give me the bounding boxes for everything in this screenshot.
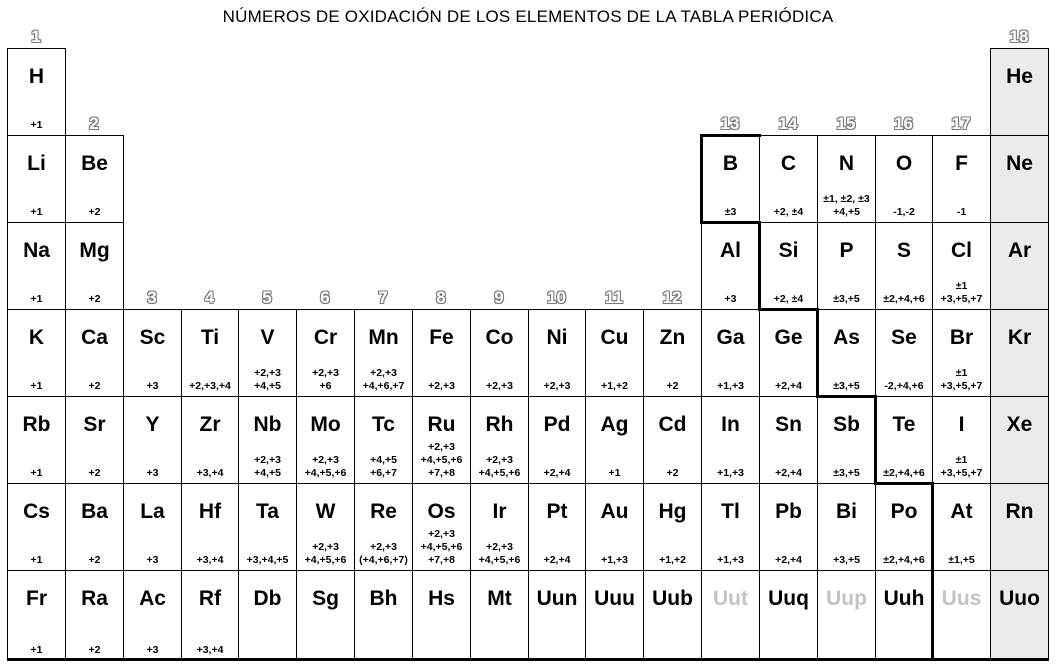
group-label-3: 3 — [147, 288, 157, 307]
element-symbol: Uun — [536, 587, 578, 610]
oxidation-states: +1 — [30, 380, 43, 392]
element-symbol: I — [958, 413, 965, 436]
element-symbol: Nb — [253, 413, 282, 436]
element-symbol: Rf — [198, 587, 222, 610]
oxidation-states: +1 — [30, 644, 43, 656]
oxidation-states: +4,+5 +6,+7 — [370, 454, 397, 479]
oxidation-states: +3,+5 — [833, 554, 860, 566]
element-symbol: Mg — [79, 239, 110, 262]
oxidation-states: ±1 +3,+5,+7 — [940, 367, 983, 392]
oxidation-states: +2 — [88, 380, 101, 392]
group-label-12: 12 — [662, 288, 682, 307]
element-symbol: Uuh — [883, 587, 925, 610]
element-cell-Be — [65, 135, 124, 223]
oxidation-states: -1 — [956, 206, 967, 218]
element-cell-Ni — [528, 309, 586, 397]
element-symbol: Se — [891, 326, 917, 349]
element-cell-He — [990, 48, 1049, 136]
element-cell-Hs — [412, 570, 471, 661]
oxidation-states: +2,+3 +4,+5,+6 — [478, 541, 521, 566]
oxidation-states: +1 — [30, 554, 43, 566]
element-cell-Fr — [7, 570, 66, 661]
element-cell-Hf — [181, 483, 239, 571]
element-cell-Na — [7, 222, 66, 310]
element-cell-Si — [759, 222, 818, 310]
element-symbol: Al — [720, 239, 741, 262]
oxidation-states: +2,+3 +4,+5,+6 — [304, 454, 347, 479]
element-cell-Cl — [932, 222, 991, 310]
oxidation-states: +3 — [146, 554, 159, 566]
group-label-10: 10 — [547, 288, 566, 307]
oxidation-states: -2,+4,+6 — [884, 380, 924, 392]
staircase-line-segment — [758, 308, 819, 311]
element-symbol: F — [955, 152, 968, 175]
element-symbol: Ge — [774, 326, 803, 349]
element-symbol: H — [28, 65, 45, 88]
oxidation-states: ±2,+4,+6 — [883, 467, 925, 479]
element-cell-Uun — [528, 570, 586, 661]
element-cell-F — [932, 135, 991, 223]
element-symbol: Uub — [652, 587, 693, 610]
element-symbol: Zn — [659, 326, 686, 349]
element-symbol: Si — [778, 239, 799, 262]
element-cell-Ta — [238, 483, 297, 571]
oxidation-states: +2,+3 +4,+5,+6 — [478, 454, 521, 479]
oxidation-states: +3 — [146, 644, 159, 656]
group-label-13: 13 — [720, 114, 740, 133]
element-cell-Sc — [123, 309, 182, 397]
element-cell-Al — [701, 222, 760, 310]
oxidation-states: +3 — [724, 293, 737, 305]
element-symbol: Sr — [83, 413, 106, 436]
element-cell-Tc — [354, 396, 413, 484]
element-cell-Ba — [65, 483, 124, 571]
group-label-2: 2 — [89, 114, 99, 133]
element-symbol: Be — [81, 152, 108, 175]
staircase-line-segment — [874, 395, 877, 484]
oxidation-states: ±1 +3,+5,+7 — [940, 280, 983, 305]
oxidation-states: +2 — [88, 467, 101, 479]
oxidation-states: +1 — [30, 467, 43, 479]
element-cell-Bi — [817, 483, 876, 571]
element-cell-Uub — [643, 570, 702, 661]
oxidation-states: +1,+3 — [717, 380, 744, 392]
element-cell-B — [701, 135, 760, 223]
element-symbol: Uut — [713, 587, 748, 610]
element-cell-Rn — [990, 483, 1049, 571]
element-symbol: Os — [427, 500, 456, 523]
element-cell-H — [7, 48, 66, 136]
element-symbol: Cr — [313, 326, 338, 349]
group-label-11: 11 — [605, 288, 623, 307]
element-cell-Ag — [585, 396, 644, 484]
element-symbol: Ir — [492, 500, 507, 523]
element-symbol: Fr — [26, 587, 47, 610]
element-cell-Uus — [932, 570, 991, 661]
oxidation-states: +1 — [30, 119, 43, 131]
element-cell-Ra — [65, 570, 124, 661]
element-symbol: Mn — [368, 326, 399, 349]
element-symbol: Cd — [658, 413, 687, 436]
element-symbol: Rh — [485, 413, 514, 436]
oxidation-states: ±1 +3,+5,+7 — [940, 454, 983, 479]
element-symbol: Sg — [312, 587, 339, 610]
oxidation-states: +2,+3 — [486, 380, 513, 392]
oxidation-states: ±2,+4,+6 — [883, 554, 925, 566]
group-label-8: 8 — [436, 288, 446, 307]
oxidation-states: ±3,+5 — [833, 380, 860, 392]
element-cell-Ne — [990, 135, 1049, 223]
element-cell-Rb — [7, 396, 66, 484]
element-cell-Uuh — [875, 570, 933, 661]
element-cell-Cu — [585, 309, 644, 397]
element-cell-As — [817, 309, 876, 397]
element-cell-Mg — [65, 222, 124, 310]
oxidation-states: +2,+3 +4,+5 — [254, 367, 281, 392]
element-cell-Li — [7, 135, 66, 223]
element-cell-Db — [238, 570, 297, 661]
oxidation-states: +3,+4,+5 — [246, 554, 289, 566]
oxidation-states: +1,+3 — [601, 554, 628, 566]
oxidation-states: +2,+3 +4,+6,+7 — [362, 367, 405, 392]
element-cell-Ru — [412, 396, 471, 484]
oxidation-states: +2,+4 — [543, 467, 571, 479]
element-cell-Mn — [354, 309, 413, 397]
element-cell-Uut — [701, 570, 760, 661]
element-symbol: Tl — [721, 500, 740, 523]
oxidation-states: +2, ±4 — [773, 206, 804, 218]
element-symbol: Ga — [716, 326, 745, 349]
oxidation-states: +2 — [88, 554, 101, 566]
element-cell-Os — [412, 483, 471, 571]
element-symbol: W — [315, 500, 336, 523]
element-cell-Sg — [296, 570, 355, 661]
element-cell-W — [296, 483, 355, 571]
element-symbol: At — [950, 500, 973, 523]
oxidation-states: +3,+4 — [196, 554, 224, 566]
element-symbol: In — [721, 413, 740, 436]
staircase-line-segment — [700, 134, 703, 223]
element-cell-Tl — [701, 483, 760, 571]
element-cell-Pb — [759, 483, 818, 571]
element-cell-Cd — [643, 396, 702, 484]
element-cell-Pd — [528, 396, 586, 484]
element-cell-Cs — [7, 483, 66, 571]
element-symbol: Au — [600, 500, 629, 523]
element-cell-Cr — [296, 309, 355, 397]
element-cell-Uuu — [585, 570, 644, 661]
oxidation-states: ±3,+5 — [833, 293, 860, 305]
element-symbol: C — [780, 152, 797, 175]
element-cell-At — [932, 483, 991, 571]
element-cell-V — [238, 309, 297, 397]
group-label-17: 17 — [951, 114, 971, 133]
element-symbol: Bi — [836, 500, 857, 523]
element-symbol: N — [838, 152, 855, 175]
element-symbol: P — [839, 239, 854, 262]
element-symbol: Ar — [1007, 239, 1032, 262]
element-symbol: Sn — [775, 413, 802, 436]
element-symbol: Y — [145, 413, 160, 436]
element-symbol: Uup — [826, 587, 867, 610]
element-symbol: Hg — [658, 500, 687, 523]
oxidation-states: -1,-2 — [893, 206, 915, 218]
element-symbol: Ag — [600, 413, 629, 436]
element-symbol: Na — [23, 239, 50, 262]
element-cell-Sn — [759, 396, 818, 484]
element-symbol: Ca — [81, 326, 108, 349]
element-symbol: Sc — [139, 326, 166, 349]
oxidation-states: +2,+4 — [775, 467, 802, 479]
element-symbol: Uuo — [999, 587, 1040, 610]
element-cell-Uuq — [759, 570, 818, 661]
oxidation-states: +2, ±4 — [773, 293, 804, 305]
oxidation-states: +2,+3 +4,+5,+6 +7,+8 — [420, 441, 463, 479]
staircase-line-segment — [816, 395, 877, 398]
group-label-4: 4 — [204, 288, 215, 307]
element-symbol: Ne — [1006, 152, 1033, 175]
oxidation-states: +1,+2 — [601, 380, 628, 392]
element-symbol: Rn — [1005, 500, 1034, 523]
oxidation-states: +1 — [30, 206, 43, 218]
element-symbol: Cs — [23, 500, 50, 523]
element-cell-Uuo — [990, 570, 1049, 661]
element-cell-Ca — [65, 309, 124, 397]
element-symbol: Fe — [429, 326, 454, 349]
element-cell-Co — [470, 309, 529, 397]
element-cell-Fe — [412, 309, 471, 397]
element-symbol: Db — [253, 587, 282, 610]
element-symbol: Rb — [22, 413, 51, 436]
element-symbol: Sb — [833, 413, 860, 436]
element-cell-K — [7, 309, 66, 397]
element-cell-Sr — [65, 396, 124, 484]
element-cell-Hg — [643, 483, 702, 571]
element-cell-Ac — [123, 570, 182, 661]
oxidation-states: +2,+3 (+4,+6,+7) — [359, 541, 408, 566]
oxidation-states: +2 — [88, 644, 101, 656]
element-cell-Se — [875, 309, 933, 397]
oxidation-states: +3,+4 — [196, 644, 224, 656]
element-symbol: Pt — [546, 500, 568, 523]
element-symbol: La — [140, 500, 165, 523]
oxidation-states: +3,+4 — [196, 467, 224, 479]
element-symbol: Co — [485, 326, 514, 349]
element-symbol: Mo — [310, 413, 341, 436]
element-symbol: Zr — [199, 413, 221, 436]
group-label-6: 6 — [320, 288, 330, 307]
element-cell-Nb — [238, 396, 297, 484]
oxidation-states: +2 — [666, 380, 679, 392]
oxidation-states: +2,+3 +4,+5 — [254, 454, 281, 479]
element-symbol: Ac — [139, 587, 166, 610]
oxidation-states: +2,+3 +4,+5,+6 — [304, 541, 347, 566]
element-cell-Br — [932, 309, 991, 397]
oxidation-states: ±1, ±2, ±3 +4,+5 — [823, 193, 870, 218]
oxidation-states: +2,+4 — [775, 554, 802, 566]
element-cell-Po — [875, 483, 933, 571]
oxidation-states: +2,+3 +4,+5,+6 +7,+8 — [420, 528, 463, 566]
element-cell-Re — [354, 483, 413, 571]
element-symbol: V — [260, 326, 275, 349]
element-symbol: Ti — [200, 326, 220, 349]
oxidation-states: ±3 — [724, 206, 737, 218]
oxidation-states: +1 — [30, 293, 43, 305]
element-symbol: Ru — [427, 413, 456, 436]
oxidation-states: ±1,+5 — [948, 554, 975, 566]
element-symbol: As — [833, 326, 860, 349]
group-label-7: 7 — [378, 288, 388, 307]
element-cell-Sb — [817, 396, 876, 484]
oxidation-states: +2,+3 +6 — [312, 367, 339, 392]
element-symbol: Uuu — [594, 587, 635, 610]
element-symbol: O — [895, 152, 913, 175]
element-cell-Ti — [181, 309, 239, 397]
element-cell-Rh — [470, 396, 529, 484]
element-symbol: Po — [890, 500, 918, 523]
oxidation-states: ±2,+4,+6 — [883, 293, 925, 305]
oxidation-states: +2,+4 — [775, 380, 802, 392]
oxidation-states: +2 — [666, 467, 679, 479]
element-cell-In — [701, 396, 760, 484]
group-label-14: 14 — [778, 114, 798, 133]
element-cell-Ar — [990, 222, 1049, 310]
oxidation-states: +1,+3 — [717, 554, 744, 566]
staircase-line-segment — [874, 482, 934, 485]
oxidation-states: +1 — [608, 467, 621, 479]
element-symbol: Xe — [1006, 413, 1033, 436]
element-cell-Zr — [181, 396, 239, 484]
table-bottom-border — [7, 658, 1049, 661]
element-cell-O — [875, 135, 933, 223]
element-symbol: Cu — [600, 326, 629, 349]
element-cell-I — [932, 396, 991, 484]
page-title: NÚMEROS DE OXIDACIÓN DE LOS ELEMENTOS DE LA TABLA PERIÓDICA — [222, 7, 834, 26]
element-symbol: Ba — [81, 500, 108, 523]
oxidation-states: +1,+2 — [659, 554, 686, 566]
element-symbol: Pb — [775, 500, 802, 523]
staircase-line-segment — [816, 308, 819, 397]
element-cell-Te — [875, 396, 933, 484]
group-label-18: 18 — [1009, 27, 1029, 46]
staircase-line-segment — [758, 221, 761, 310]
element-cell-Y — [123, 396, 182, 484]
element-symbol: B — [722, 152, 739, 175]
element-symbol: Pd — [543, 413, 571, 436]
element-cell-Kr — [990, 309, 1049, 397]
staircase-line-segment — [931, 482, 934, 661]
oxidation-states: +3 — [146, 380, 159, 392]
oxidation-states: +2,+3 — [543, 380, 571, 392]
group-label-9: 9 — [494, 288, 504, 307]
element-cell-Rf — [181, 570, 239, 661]
element-symbol: Uus — [941, 587, 982, 610]
element-symbol: Cl — [951, 239, 972, 262]
element-symbol: Br — [949, 326, 974, 349]
oxidation-states: +2 — [88, 206, 101, 218]
element-symbol: S — [896, 239, 911, 262]
element-symbol: He — [1006, 65, 1033, 88]
element-cell-N — [817, 135, 876, 223]
element-cell-Xe — [990, 396, 1049, 484]
staircase-line-segment — [700, 134, 761, 137]
element-symbol: Mt — [487, 587, 512, 610]
element-cell-Mo — [296, 396, 355, 484]
element-symbol: Hf — [198, 500, 222, 523]
element-cell-Ir — [470, 483, 529, 571]
element-symbol: Kr — [1007, 326, 1032, 349]
element-symbol: Tc — [372, 413, 395, 436]
element-cell-Bh — [354, 570, 413, 661]
group-label-15: 15 — [836, 114, 856, 133]
element-symbol: Ta — [256, 500, 279, 523]
element-cell-Uup — [817, 570, 876, 661]
oxidation-states: +1,+3 — [717, 467, 744, 479]
group-label-5: 5 — [262, 288, 272, 307]
staircase-line-segment — [700, 221, 761, 224]
element-symbol: Ni — [546, 326, 568, 349]
oxidation-states: +2,+4 — [543, 554, 571, 566]
element-symbol: K — [28, 326, 45, 349]
oxidation-states: +2 — [88, 293, 101, 305]
group-label-16: 16 — [894, 114, 913, 133]
oxidation-states: +2,+3,+4 — [189, 380, 231, 392]
oxidation-states: ±3,+5 — [833, 467, 860, 479]
element-symbol: Hs — [428, 587, 455, 610]
element-symbol: Te — [892, 413, 916, 436]
oxidation-states: +2,+3 — [428, 380, 455, 392]
element-symbol: Ra — [81, 587, 108, 610]
element-symbol: Bh — [369, 587, 398, 610]
element-cell-S — [875, 222, 933, 310]
element-cell-Ge — [759, 309, 818, 397]
oxidation-states: +3 — [146, 467, 159, 479]
element-cell-Pt — [528, 483, 586, 571]
group-label-1: 1 — [31, 27, 41, 46]
element-symbol: Li — [27, 152, 46, 175]
element-symbol: Uuq — [768, 587, 809, 610]
element-symbol: Re — [370, 500, 397, 523]
element-cell-La — [123, 483, 182, 571]
element-cell-P — [817, 222, 876, 310]
element-cell-C — [759, 135, 818, 223]
element-cell-Mt — [470, 570, 529, 661]
element-cell-Zn — [643, 309, 702, 397]
element-cell-Ga — [701, 309, 760, 397]
element-cell-Au — [585, 483, 644, 571]
